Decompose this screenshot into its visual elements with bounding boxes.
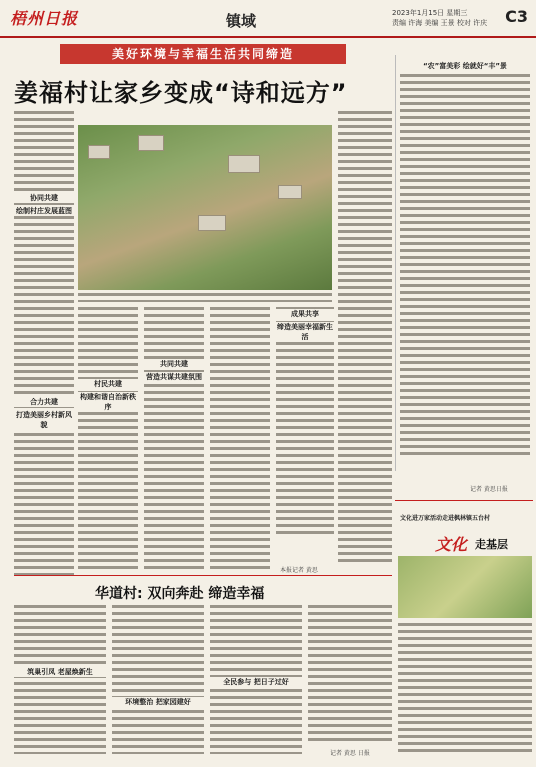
- subhead-5b: 营造共谋共建氛围: [146, 373, 202, 381]
- culture-photo: [398, 556, 532, 618]
- subhead-4b: 缔造美丽幸福新生活: [277, 323, 333, 341]
- credit-sidebar: 记者 黄思日报: [470, 486, 508, 493]
- article-column-3: [144, 306, 204, 571]
- culture-title: 文化进万家活动走进枫林镇五台村: [400, 515, 491, 522]
- subhead-1: 协同共建: [14, 193, 74, 203]
- sidebar-text: [400, 73, 530, 458]
- culture-brand: 文化 走基层: [435, 535, 508, 554]
- issue-meta: 2023年1月15日 星期三 责编 许海 美编 王景 校对 许庆: [392, 9, 488, 27]
- credit-main: 本报记者 黄思: [280, 567, 318, 574]
- divider-lower: [14, 575, 392, 576]
- article-column-1: [14, 110, 74, 575]
- lower-sub-1: 筑巢引凤 老屋焕新生: [14, 667, 106, 677]
- lower-column-3: [210, 604, 302, 754]
- credit-lower: 记者 黄思 日报: [330, 750, 370, 757]
- lower-column-1: [14, 604, 106, 754]
- masthead: [0, 0, 536, 38]
- sidebar-article: [395, 55, 534, 471]
- lower-headline: 华道村: 双向奔赴 缔造幸福: [95, 586, 265, 602]
- subhead-4: 成果共享: [276, 309, 334, 319]
- main-headline: 姜福村让家乡变成“诗和远方”: [14, 79, 348, 107]
- article-column-6: [338, 110, 392, 565]
- lower-sub-3: 全民参与 把日子过好: [210, 677, 302, 687]
- article-column-5: [276, 306, 334, 536]
- newspaper-logo: 梧州日报: [10, 9, 79, 28]
- lower-column-2: [112, 604, 204, 754]
- topic-banner: 美好环境与幸福生活共同缔造: [60, 44, 346, 64]
- lower-sub-2: 环境整治 把家园建好: [112, 697, 204, 707]
- village-photo: [78, 125, 332, 290]
- subhead-2b: 打造美丽乡村新风貌: [16, 411, 72, 429]
- photo-caption: [78, 292, 332, 302]
- section-title: 镇域: [226, 12, 257, 30]
- article-column-4: [210, 306, 270, 571]
- subhead-3: 村民共建: [78, 379, 138, 389]
- subhead-3b: 构建和谐自治新秩序: [80, 393, 136, 411]
- subhead-2: 合力共建: [14, 397, 74, 407]
- article-column-2: [78, 306, 138, 571]
- page-number: C3: [505, 7, 528, 26]
- subhead-1b: 绘制村庄发展蓝图: [16, 207, 72, 215]
- lower-column-4: [308, 604, 392, 744]
- subhead-5: 共同共建: [144, 359, 204, 369]
- sidebar-title: “农”富美彩 绘就好“丰”景: [423, 62, 507, 70]
- culture-text: [398, 622, 532, 752]
- divider: [395, 500, 533, 501]
